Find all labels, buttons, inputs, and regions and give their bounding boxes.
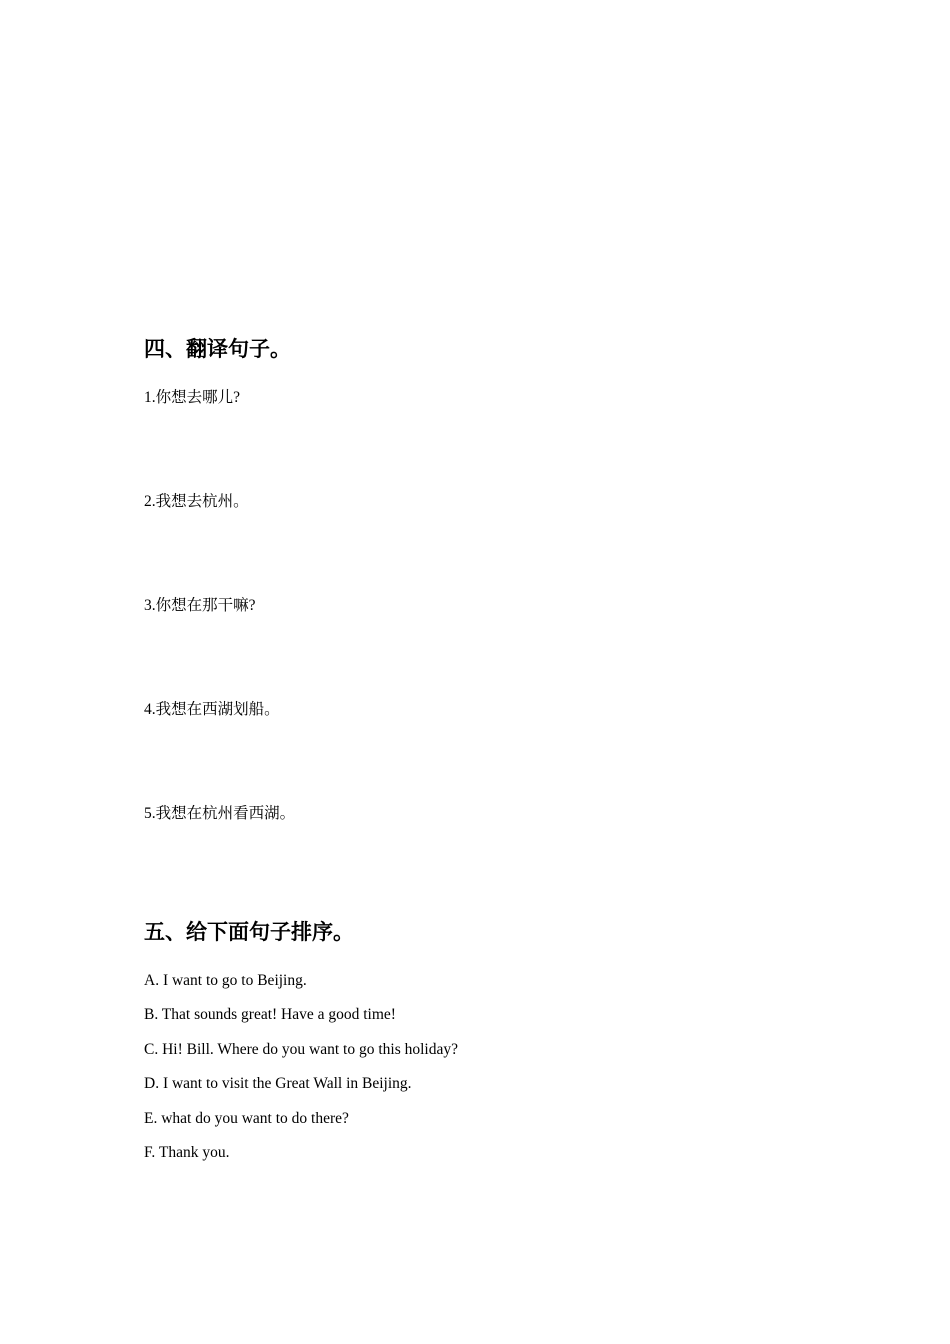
section-5-title: 五、给下面句子排序。 [144,920,354,944]
ordering-item-a: A. I want to go to Beijing. [144,972,307,989]
ordering-item-f: F. Thank you. [144,1144,230,1161]
translation-item-1: 1.你想去哪儿? [144,389,241,406]
section-4-title: 四、翻译句子。 [144,337,291,361]
ordering-item-e: E. what do you want to do there? [144,1110,349,1127]
ordering-item-b: B. That sounds great! Have a good time! [144,1006,396,1023]
translation-item-4: 4.我想在西湖划船。 [144,701,280,718]
ordering-item-c: C. Hi! Bill. Where do you want to go this holiday? [144,1041,458,1058]
translation-item-3: 3.你想在那干嘛? [144,597,256,614]
ordering-item-d: D. I want to visit the Great Wall in Beijing. [144,1075,412,1092]
translation-item-2: 2.我想去杭州。 [144,493,249,510]
translation-item-5: 5.我想在杭州看西湖。 [144,805,296,822]
